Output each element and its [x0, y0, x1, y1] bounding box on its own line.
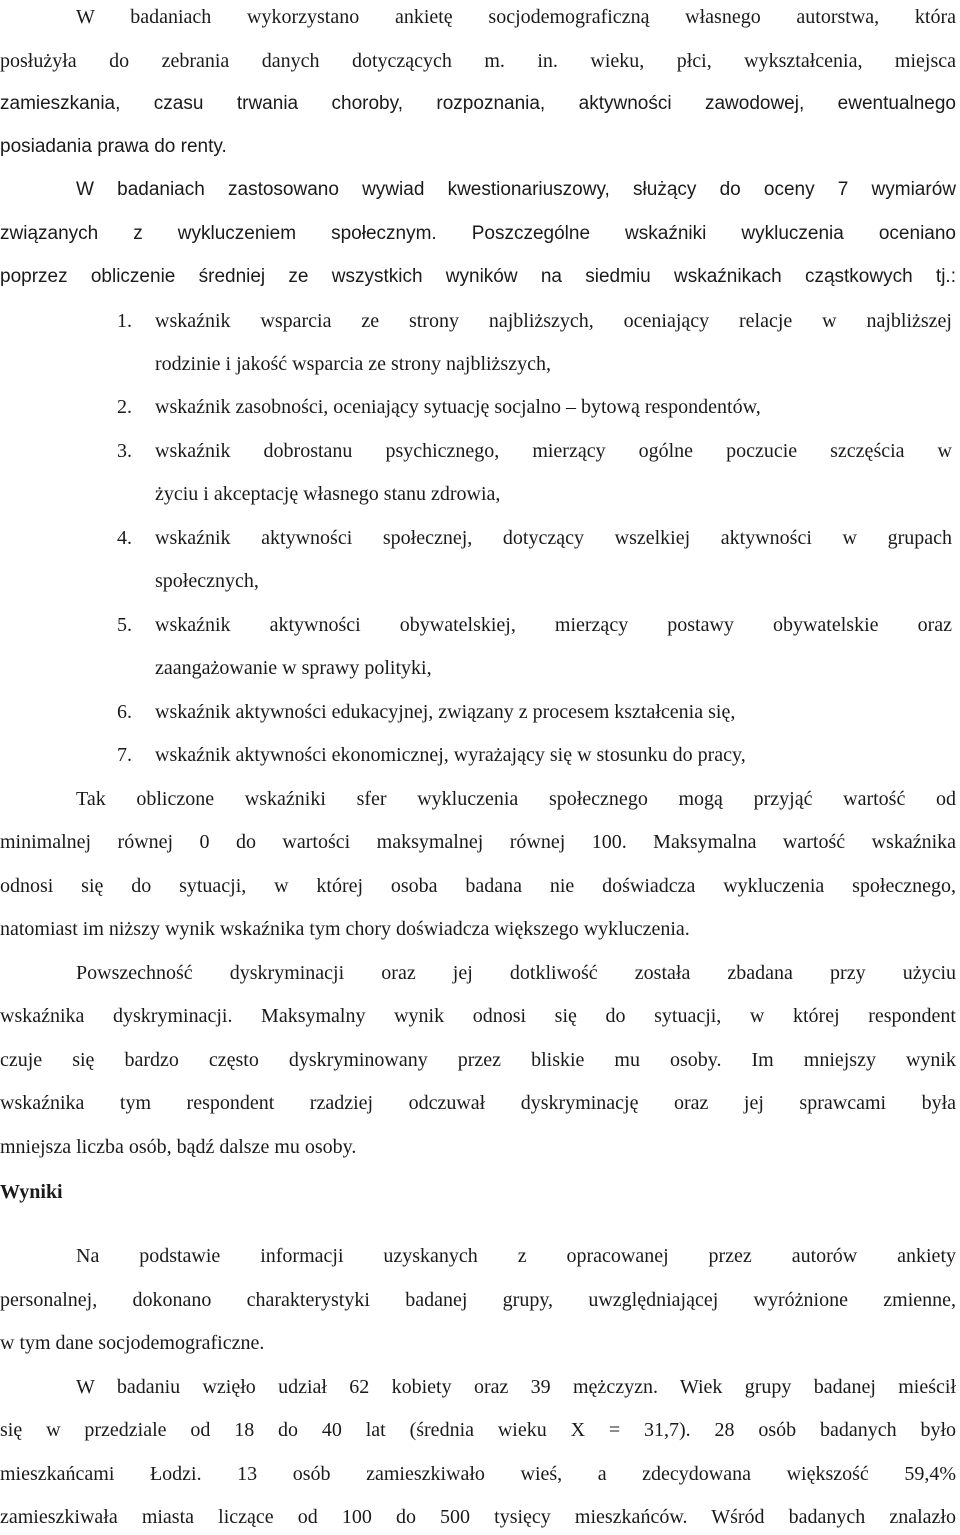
list-item-text: zaangażowanie w sprawy polityki, [155, 657, 432, 679]
text-line: zamieszkania, czasu trwania choroby, rozpoznania, aktywności zawodowej, ewentualnego [0, 93, 956, 114]
list-item-text: wskaźnik wsparcia ze strony najbliższych, oceniający relacje w najbliższej [155, 310, 952, 332]
list-item-number: 6. [117, 701, 132, 723]
text-line: poprzez obliczenie średniej ze wszystkich wyników na siedmiu wskaźnikach cząstkowych tj.: [0, 266, 956, 287]
list-item-text: wskaźnik aktywności obywatelskiej, mierzący postawy obywatelskie oraz [155, 614, 952, 636]
text-line: mniejsza liczba osób, bądź dalsze mu osoby. [0, 1136, 357, 1158]
list-item-text: życiu i akceptację własnego stanu zdrowia, [155, 483, 501, 505]
list-item-text: wskaźnik aktywności ekonomicznej, wyrażający się w stosunku do pracy, [155, 744, 746, 766]
text-line: posiadania prawa do renty. [0, 136, 227, 157]
list-item-number: 2. [117, 396, 132, 418]
text-line: Powszechność dyskryminacji oraz jej dotkliwość została zbadana przy użyciu [76, 962, 956, 984]
list-item-text: wskaźnik aktywności społecznej, dotyczący wszelkiej aktywności w grupach [155, 527, 952, 549]
text-line: się w przedziale od 18 do 40 lat (średnia wieku X = 31,7). 28 osób badanych było [0, 1419, 956, 1441]
text-line: personalnej, dokonano charakterystyki badanej grupy, uwzględniającej wyróżnione zmienne, [0, 1289, 956, 1311]
list-item-number: 7. [117, 744, 132, 766]
text-line: W badaniach wykorzystano ankietę socjodemograficzną własnego autorstwa, która [76, 6, 956, 28]
text-line: wskaźnika dyskryminacji. Maksymalny wynik odnosi się do sytuacji, w której respondent [0, 1005, 956, 1027]
list-item-text: wskaźnik dobrostanu psychicznego, mierzący ogólne poczucie szczęścia w [155, 440, 952, 462]
text-line: czuje się bardzo często dyskryminowany przez bliskie mu osoby. Im mniejszy wynik [0, 1049, 956, 1071]
list-item-text: społecznych, [155, 570, 259, 592]
list-item-text: wskaźnik zasobności, oceniający sytuację socjalno – bytową respondentów, [155, 396, 761, 418]
text-line: posłużyła do zebrania danych dotyczących m. in. wieku, płci, wykształcenia, miejsca [0, 50, 956, 72]
text-line: Tak obliczone wskaźniki sfer wykluczenia społecznego mogą przyjąć wartość od [76, 788, 956, 810]
text-line: W badaniu wzięło udział 62 kobiety oraz 39 mężczyzn. Wiek grupy badanej mieścił [76, 1376, 956, 1398]
list-item-number: 4. [117, 527, 132, 549]
list-item-number: 3. [117, 440, 132, 462]
section-heading: Wyniki [0, 1181, 63, 1203]
list-item-text: wskaźnik aktywności edukacyjnej, związany z procesem kształcenia się, [155, 701, 736, 723]
text-line: W badaniach zastosowano wywiad kwestionariuszowy, służący do oceny 7 wymiarów [76, 179, 956, 200]
text-line: mieszkańcami Łodzi. 13 osób zamieszkiwało wieś, a zdecydowana większość 59,4% [0, 1463, 956, 1485]
text-line: w tym dane socjodemograficzne. [0, 1332, 265, 1354]
text-line: zamieszkiwała miasta liczące od 100 do 500 tysięcy mieszkańców. Wśród badanych znalazło [0, 1506, 956, 1528]
text-line: wskaźnika tym respondent rzadziej odczuwał dyskryminację oraz jej sprawcami była [0, 1092, 956, 1114]
list-item-number: 5. [117, 614, 132, 636]
text-line: Na podstawie informacji uzyskanych z opracowanej przez autorów ankiety [76, 1245, 956, 1267]
text-line: minimalnej równej 0 do wartości maksymalnej równej 100. Maksymalna wartość wskaźnika [0, 831, 956, 853]
text-line: odnosi się do sytuacji, w której osoba badana nie doświadcza wykluczenia społecznego, [0, 875, 956, 897]
list-item-text: rodzinie i jakość wsparcia ze strony najbliższych, [155, 353, 551, 375]
list-item-number: 1. [117, 310, 132, 332]
text-line: związanych z wykluczeniem społecznym. Poszczególne wskaźniki wykluczenia oceniano [0, 223, 956, 244]
text-line: natomiast im niższy wynik wskaźnika tym chory doświadcza większego wykluczenia. [0, 918, 690, 940]
